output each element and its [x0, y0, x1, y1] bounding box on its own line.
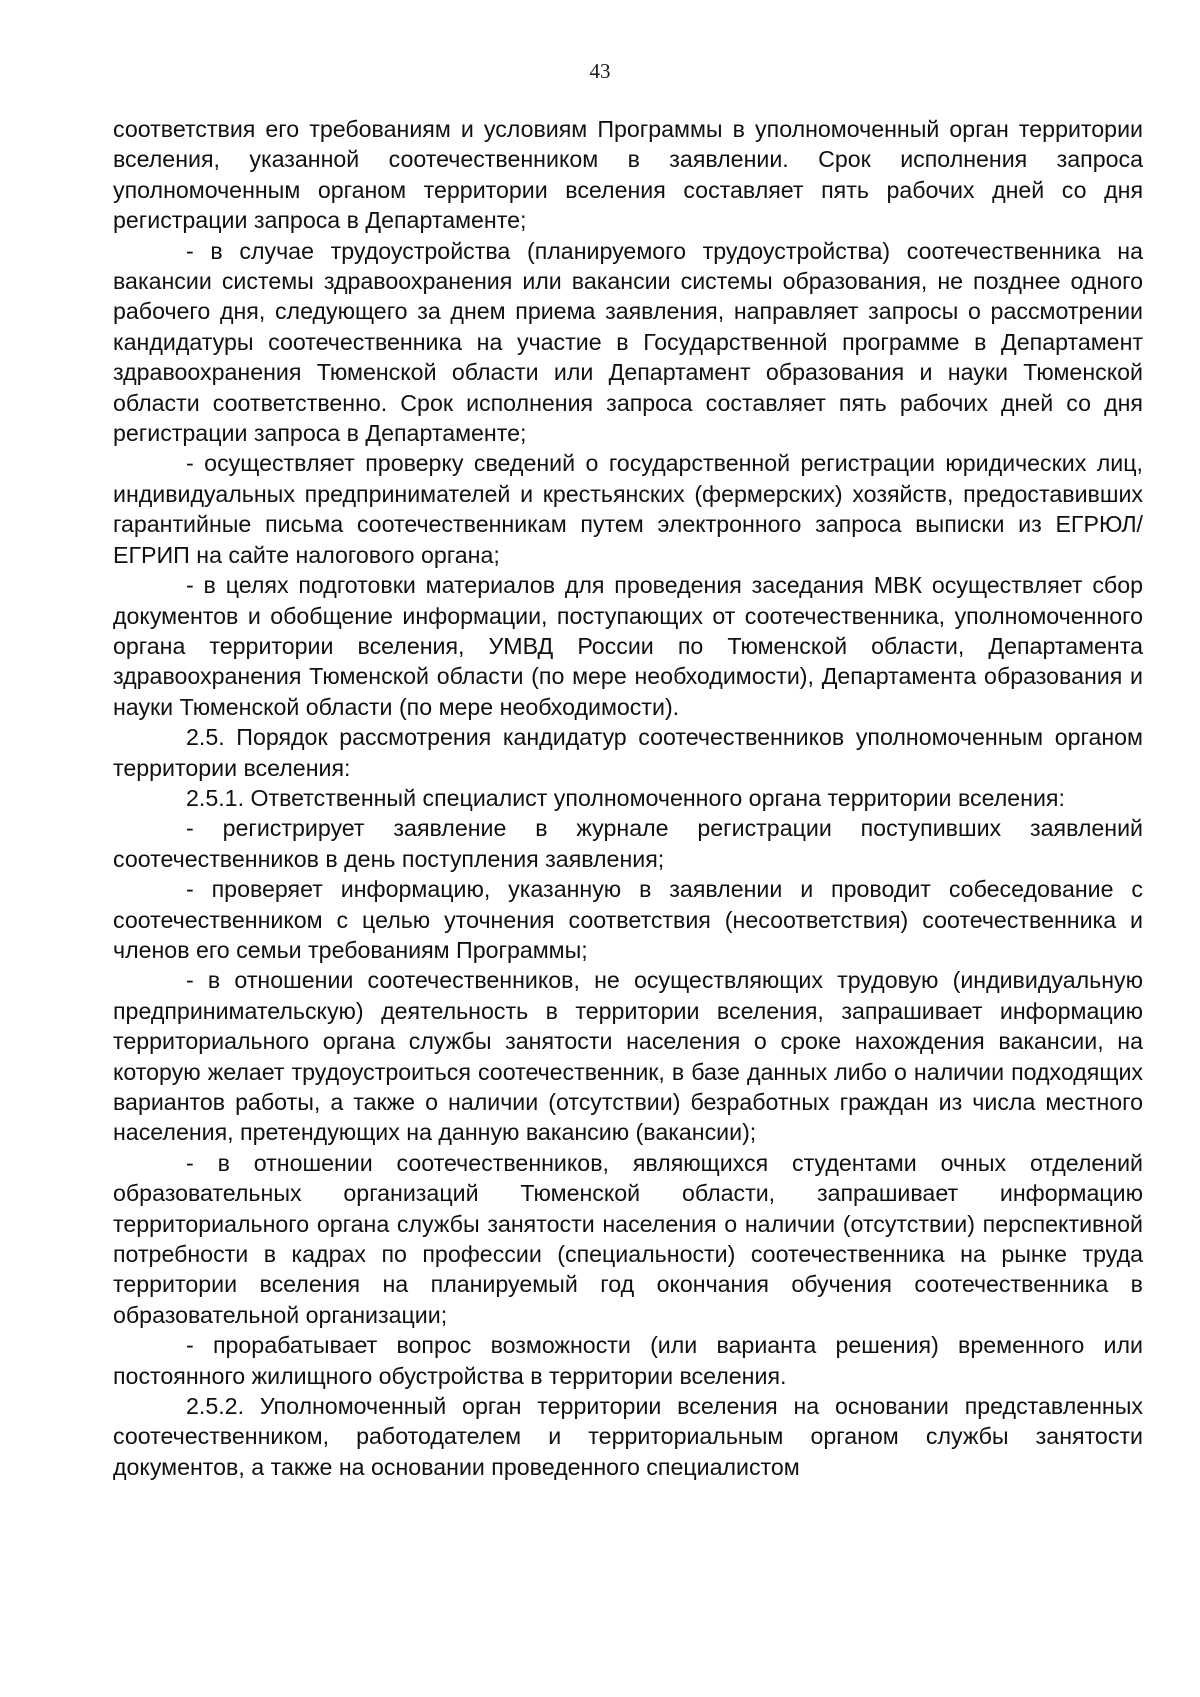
section-heading-2-5-2: 2.5.2. Уполномоченный орган территории вселения на основании представленных соотечественником, работодателем и территориальным органом службы занятости документов, а также на основании проведенного специалистом — [113, 1393, 1143, 1480]
paragraph: - проверяет информацию, указанную в заявлении и проводит собеседование с соотечественником с целью уточнения соответствия (несоответствия) соотечественника и членов его семьи требованиям Программы; — [113, 876, 1143, 963]
paragraph: - в отношении соотечественников, являющихся студентами очных отделений образовательных организаций Тюменской области, запрашивает информацию территориального органа службы занятости населения о наличии (отсутствии) перспективной потребности в кадрах по профессии (специальности) соотечественника на рынке труда территории вселения на планируемый год окончания обучения соотечественника в образовательной организации; — [113, 1149, 1143, 1328]
paragraph: - прорабатывает вопрос возможности (или варианта решения) временного или постоянного жилищного обустройства в территории вселения. — [113, 1332, 1143, 1389]
section-heading-2-5-1: 2.5.1. Ответственный специалист уполномоченного органа территории вселения: — [186, 784, 1065, 811]
page-number: 43 — [589, 59, 611, 83]
paragraph: - осуществляет проверку сведений о государственной регистрации юридических лиц, индивидуальных предпринимателей и крестьянских (фермерских) хозяйств, предоставивших гарантийные письма соотечественникам путем электронного запроса выписки из ЕГРЮЛ/ЕГРИП на сайте налогового органа; — [113, 450, 1143, 568]
document-body — [113, 114, 1143, 1482]
paragraph: - регистрирует заявление в журнале регистрации поступивших заявлений соотечественников в день поступления заявления; — [113, 815, 1143, 872]
paragraph: - в целях подготовки материалов для проведения заседания МВК осуществляет сбор документов и обобщение информации, поступающих от соотечественника, уполномоченного органа территории вселения, УМВД России по Тюменской области, Департамента здравоохранения Тюменской области (по мере необходимости), Департамента образования и науки Тюменской области (по мере необходимости). — [113, 572, 1143, 720]
paragraph: - в случае трудоустройства (планируемого трудоустройства) соотечественника на вакансии системы здравоохранения или вакансии системы образования, не позднее одного рабочего дня, следующего за днем приема заявления, направляет запросы о рассмотрении кандидатуры соотечественника на участие в Государственной программе в Департамент здравоохранения Тюменской области или Департамент образования и науки Тюменской области соответственно. Срок исполнения запроса составляет пять рабочих дней со дня регистрации запроса в Департаменте; — [113, 237, 1143, 447]
paragraph: - в отношении соотечественников, не осуществляющих трудовую (индивидуальную предпринимательскую) деятельность в территории вселения, запрашивает информацию территориального органа службы занятости населения о сроке нахождения вакансии, на которую желает трудоустроиться соотечественник, в базе данных либо о наличии подходящих вариантов работы, а также о наличии (отсутствии) безработных граждан из числа местного населения, претендующих на данную вакансию (вакансии); — [113, 967, 1143, 1146]
section-heading-2-5: 2.5. Порядок рассмотрения кандидатур соотечественников уполномоченным органом территории вселения: — [113, 724, 1143, 781]
paragraph: соответствия его требованиям и условиям Программы в уполномоченный орган территории вселения, указанной соотечественником в заявлении. Срок исполнения запроса уполномоченным органом территории вселения составляет пять рабочих дней со дня регистрации запроса в Департаменте; — [113, 116, 1143, 234]
